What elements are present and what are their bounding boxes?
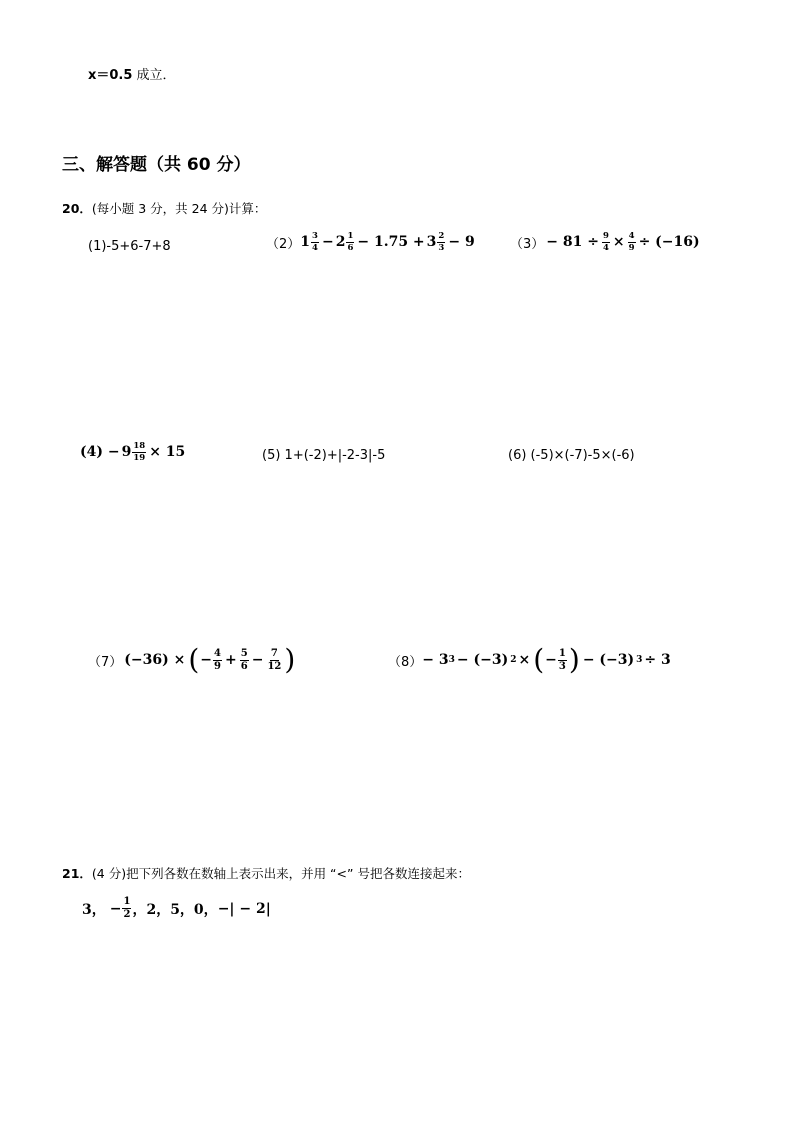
p3-part-c: ÷ (−16) — [638, 234, 700, 250]
p8-neg: − — [545, 652, 557, 668]
p8-part-e: ÷ 3 — [644, 652, 671, 668]
problem-3 — [510, 232, 702, 252]
p4-num: 18 — [133, 441, 146, 451]
problem-2-label: （2） — [266, 236, 301, 252]
p7-f1-den: 9 — [214, 660, 221, 672]
p7-part-a: (−36) × — [124, 652, 186, 668]
problem-6: (6) (-5)×(-7)-5×(-6) — [508, 448, 635, 463]
p2-whole-2: 2 — [335, 234, 346, 250]
p2-f1-den: 4 — [312, 242, 318, 253]
q21-neg: − — [109, 900, 122, 917]
problem-7-label: （7） — [88, 654, 123, 670]
top-line-equation: x＝0.5 — [88, 68, 133, 83]
p3-part-b: × — [612, 234, 625, 250]
p3-part-a: − 81 ÷ — [546, 234, 599, 250]
p7-f3-num: 7 — [270, 647, 278, 659]
question-21-numbers — [82, 897, 271, 920]
q21-den: 2 — [123, 909, 131, 920]
problem-4 — [80, 442, 187, 462]
p4-rest: × 15 — [149, 444, 186, 460]
p7-f1-num: 4 — [214, 647, 221, 659]
p2-f1-num: 3 — [312, 231, 318, 241]
top-line-suffix: 成立． — [132, 68, 176, 83]
problem-7 — [88, 643, 296, 676]
p3-fraction-1 — [602, 232, 610, 252]
p7-fraction-1 — [213, 649, 222, 672]
p3-fraction-2 — [628, 232, 636, 252]
p8-part-c: × — [518, 652, 531, 668]
p4-whole: 9 — [121, 444, 132, 460]
p8-left-paren: ( — [533, 643, 545, 676]
problem-5: (5) 1+(-2)+|-2-3|-5 — [262, 448, 386, 463]
question-20-header — [62, 199, 266, 217]
problem-4-label: (4) − — [80, 444, 120, 460]
p3-f1-num: 9 — [602, 231, 609, 241]
problem-8: （8） − 3 3 − (−3) 2 × ( − $\frac{1}{3}$ ) − (−3) 3 ÷ 3 — [388, 643, 671, 676]
p3-f1-den: 4 — [602, 242, 609, 253]
p8-fraction — [558, 649, 567, 672]
p8-part-b: − (−3) — [456, 652, 509, 668]
top-line — [88, 64, 176, 83]
p7-f2-den: 6 — [240, 660, 248, 672]
p2-op-1: − — [321, 234, 334, 250]
p2-whole-1: 1 — [300, 234, 311, 250]
p2-fraction-2 — [346, 232, 354, 252]
p2-op-3: − 9 — [448, 234, 475, 250]
p7-plus: + — [225, 652, 237, 668]
p2-fraction-1 — [311, 232, 319, 252]
p2-f2-den: 6 — [347, 242, 354, 253]
question-21-header — [62, 864, 470, 882]
p7-fraction-3 — [266, 649, 282, 672]
p2-whole-3: 3 — [426, 234, 437, 250]
p2-fraction-3 — [437, 232, 445, 252]
p2-op-2: − 1.75 + — [357, 234, 425, 250]
p8-part-a: − 3 — [422, 652, 449, 668]
question-20-number: 20． — [62, 201, 92, 216]
q21-num-c: −| − 2| — [217, 900, 271, 917]
question-20-instruction: (每小题 3 分，共 24 分)计算： — [91, 201, 267, 216]
section-title: 三、解答题（共 60 分） — [62, 155, 251, 175]
p3-f2-num: 4 — [628, 231, 635, 241]
question-21-number: 21． — [62, 866, 92, 881]
p4-fraction — [132, 442, 146, 462]
problem-1: (1)-5+6-7+8 — [88, 239, 171, 254]
p8-den: 3 — [558, 660, 566, 672]
p7-fraction-2 — [240, 649, 249, 672]
p4-den: 19 — [133, 452, 146, 463]
p8-part-d: − (−3) — [582, 652, 635, 668]
p2-f2-num: 1 — [347, 231, 354, 241]
p8-right-paren: ) — [568, 643, 580, 676]
p7-right-paren: ) — [284, 643, 296, 676]
p7-f2-num: 5 — [240, 647, 248, 659]
q21-fraction — [122, 897, 131, 920]
q21-num: 1 — [123, 896, 131, 907]
p8-num: 1 — [558, 647, 566, 659]
p7-minus: − — [251, 652, 264, 668]
problem-8-label: （8） — [388, 654, 423, 670]
p2-f3-num: 2 — [438, 231, 445, 241]
p7-neg: − — [200, 652, 213, 668]
q21-num-a: 3， — [82, 901, 106, 918]
p7-f3-den: 12 — [267, 660, 282, 672]
question-21-instruction: (4 分)把下列各数在数轴上表示出来，并用 “<” 号把各数连接起来： — [91, 866, 470, 881]
problem-2 — [266, 232, 477, 252]
q21-num-b: ，2，5，0， — [132, 901, 218, 918]
problem-3-label: （3） — [510, 236, 545, 252]
p2-f3-den: 3 — [438, 242, 445, 253]
p3-f2-den: 9 — [628, 242, 635, 253]
p7-left-paren: ( — [188, 643, 200, 676]
